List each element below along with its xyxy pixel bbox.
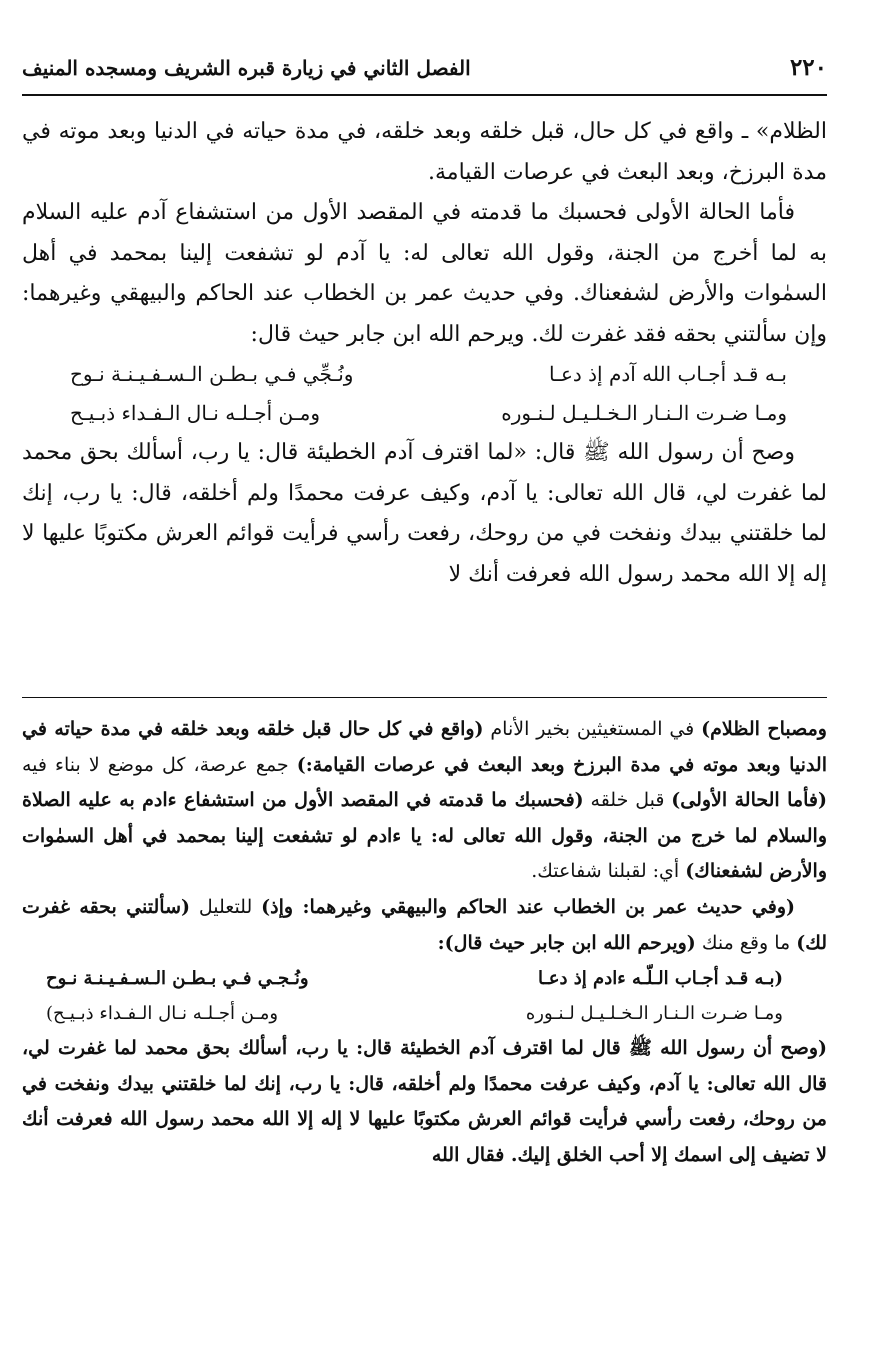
main-text: [22, 112, 827, 595]
quoted-text: (وصح أن رسول الله ﷺ قال لما اقترف آدم الخطيئة قال: يا رب، أسألك بحق محمد لما غفرت لي، قال الله تعالى: يا آدم، وكيف عرفت محمدًا ولم أخلقه، قال: يا رب، إنك لما خلقتني بيدك ونفخت في من روحك، رفعت رأسي فرأيت قوائم العرش مكتوبًا عليها لا إله إلا الله محمد رسول الله فعرفت أنك لا تضيف إلى اسمك إلا أحب الخلق إليك. فقال الله: [22, 1037, 827, 1166]
quoted-text: (ويرحم الله ابن جابر حيث قال):: [437, 931, 696, 954]
poem-verse-2: [22, 394, 827, 433]
poem-verse-1: [22, 355, 827, 394]
commentary-verse-2: [22, 996, 827, 1031]
quoted-text: (واقع في كل حال قبل خلقه وبعد خلقه في مدة حياته في الدنيا وبعد موته في مدة البرزخ وبعد البعث في عرصات القيامة:): [22, 718, 827, 776]
chapter-title: الفصل الثاني في زيارة قبره الشريف ومسجده المنيف: [22, 56, 471, 80]
commentary-verse-1: [22, 961, 827, 996]
main-paragraph-2: فأما الحالة الأولى فحسبك ما قدمته في المقصد الأول من استشفاع آدم عليه السلام به لما أخرج من الجنة، وقول الله تعالى له: يا آدم لو تشفعت إلينا بمحمد في أهل السمٰوات والأرض لشفعناك. وفي حديث عمر بن الخطاب عند الحاكم والبيهقي وغيرهما: وإن سألتني بحقه فقد غفرت لك. ويرحم الله ابن جابر حيث قال:: [22, 200, 827, 347]
verse-hemistich: بـه قـد أجـاب الله آدم إذ دعـا: [548, 362, 787, 386]
commentary-gloss: أي: لقبلنا شفاعتك.: [531, 860, 686, 883]
quoted-text: (فأما الحالة الأولى): [671, 789, 827, 812]
commentary-gloss: في المستغيثين بخير الأنام: [483, 718, 702, 740]
commentary-gloss: قبل خلقه: [583, 789, 672, 812]
commentary-paragraph-2: [22, 890, 827, 961]
verse-hemistich: ومـن أجـلـه نـال الـفـداء ذبـيـح: [70, 401, 320, 425]
verse-hemistich: ومـن أجـلـه نـال الـفـداء ذبـيـح): [46, 1003, 279, 1025]
commentary-gloss: للتعليل: [189, 895, 262, 918]
page-number: ٢٢٠: [789, 54, 827, 81]
quoted-text: (فحسبك ما قدمته في المقصد الأول من استشفاع ءادم به عليه الصلاة والسلام لما خرج من الجنة، وقول الله تعالى له: يا ءادم لو تشفعت إلينا بمحمد في أهل السمٰوات والأرض لشفعناك): [22, 789, 827, 883]
verse-hemistich: ونُـجِّي فـي بـطـن الـسـفـيـنـة نـوح: [70, 362, 354, 386]
verse-hemistich: ونُـجـي فـي بـطـن الـسـفـيـنـة نـوح: [46, 968, 309, 990]
main-paragraph-1: الظلام» ـ واقع في كل حال، قبل خلقه وبعد خلقه، في مدة حياته في الدنيا وبعد موته في مدة البرزخ، وبعد البعث في عرصات القيامة.: [22, 119, 827, 185]
commentary-text: [22, 712, 827, 1174]
verse-hemistich: ومـا ضـرت الـنـار الـخـلـيـل لـنـوره: [525, 1003, 783, 1025]
quoted-text: (وفي حديث عمر بن الخطاب عند الحاكم والبيهقي وغيرهما: وإذ): [261, 895, 795, 918]
commentary-gloss: ما وقع منك: [695, 931, 797, 954]
commentary-gloss: جمع عرصة، كل موضع لا بناء فيه: [22, 753, 297, 776]
verse-hemistich: ومـا ضـرت الـنـار الـخـلـيـل لـنـوره: [501, 401, 787, 425]
verse-hemistich: (بـه قـد أجـاب الـلّـه ءادم إذ دعـا: [537, 968, 783, 990]
quoted-text: (سألتني بحقه غفرت لك): [22, 895, 827, 954]
main-paragraph-3: وصح أن رسول الله ﷺ قال: «لما اقترف آدم الخطيئة قال: يا رب، أسألك بحق محمد لما غفرت لي، قال الله تعالى: يا آدم، وكيف عرفت محمدًا ولم أخلقه، قال: يا رب، إنك لما خلقتني بيدك ونفخت في من روحك، رفعت رأسي فرأيت قوائم العرش مكتوبًا عليها لا إله إلا الله محمد رسول الله فعرفت أنك لا: [22, 440, 827, 587]
quoted-text: ومصباح الظلام): [701, 718, 827, 740]
running-header: [22, 50, 827, 96]
commentary-paragraph-3: [22, 1031, 827, 1173]
commentary-paragraph-1: [22, 712, 827, 890]
footnote-divider: [22, 697, 827, 698]
